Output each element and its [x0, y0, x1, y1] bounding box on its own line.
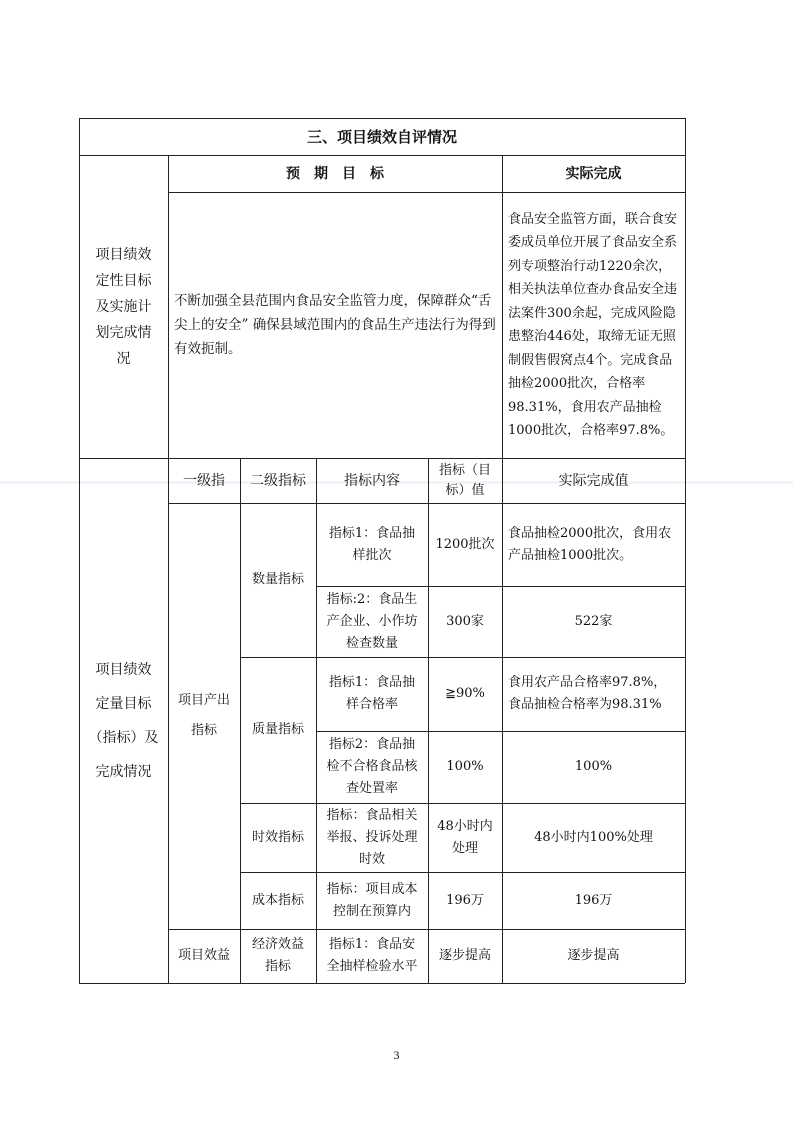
header-level2-indicator: 二级指标 [250, 472, 306, 489]
header-target-value: 指标（目 标）值 [438, 462, 491, 498]
indicator-content: 指标：食品相关 举报、投诉处理 时效 [326, 807, 418, 867]
benefit-indicator-label: 项目效益 [177, 948, 230, 963]
header-expected-goal: 预 期 目 标 [286, 165, 384, 182]
indicator-actual: 196万 [574, 892, 613, 908]
header-actual-value: 实际完成值 [558, 472, 629, 489]
indicator-target: 196万 [446, 892, 484, 908]
timeliness-indicator-label: 时效指标 [251, 829, 304, 845]
indicator-target: 48小时内 处理 [437, 818, 493, 856]
header-actual-completion: 实际完成 [565, 165, 622, 182]
qualitative-row-label: 项目绩效 定性目标 及实施计 划完成情 况 [95, 246, 152, 367]
indicator-actual: 食用农产品合格率97.8%，食品抽检合格率为98.31% [508, 675, 667, 712]
economic-benefit-label: 经济效益 指标 [251, 937, 304, 974]
indicator-actual: 100% [574, 759, 613, 774]
indicator-target: 1200批次 [435, 536, 495, 552]
indicator-content: 指标1：食品抽 样批次 [328, 525, 416, 563]
indicator-target: 300家 [446, 613, 484, 629]
section-title: 三、项目绩效自评情况 [306, 127, 457, 146]
indicator-target: ≧90% [445, 686, 485, 701]
indicator-content: 指标2：食品抽 检不合格食品核 查处置率 [326, 737, 418, 796]
indicator-content: 指标:2：食品生 产企业、小作坊 检查数量 [326, 591, 418, 651]
header-indicator-content: 指标内容 [344, 472, 400, 489]
actual-completion-text: 食品安全监管方面，联合食安委成员单位开展了食品安全系列专项整治行动1220余次，相关执法单位查办食品安全违法案件300余起，完成风险隐患整治446处，取缔无证无照制假售假窝点4个。完成食品抽检2000批次，合格率98.31%，食用农产品抽检1000批次，合格率97.8%。 [508, 211, 678, 438]
quality-indicator-label: 质量指标 [251, 722, 304, 737]
cost-indicator-label: 成本指标 [251, 892, 304, 908]
indicator-content: 指标1：食品安 全抽样检验水平 [326, 937, 418, 974]
output-indicator-label: 项目产出 指标 [177, 693, 230, 738]
indicator-content: 指标1：食品抽 样合格率 [328, 675, 416, 712]
indicator-target: 100% [446, 759, 484, 774]
quantitative-row-label: 项目绩效 定量目标 （指标）及 完成情况 [88, 661, 159, 780]
indicator-actual: 食品抽检2000批次，食用农产品抽检1000批次。 [508, 525, 672, 563]
page-number: 3 [393, 1048, 400, 1062]
indicator-actual: 48小时内100%处理 [534, 829, 653, 845]
expected-goal-text: 不断加强全县范围内食品安全监管力度，保障群众“舌尖上的安全” 确保县域范围内的食品生产违法行为得到有效扼制。 [174, 293, 496, 357]
indicator-content: 指标：项目成本 控制在预算内 [326, 881, 418, 919]
header-level1-indicator: 一级指 [183, 472, 225, 489]
quantity-indicator-label: 数量指标 [251, 572, 304, 587]
indicator-actual: 522家 [574, 613, 613, 629]
indicator-actual: 逐步提高 [567, 948, 620, 963]
indicator-target: 逐步提高 [438, 948, 491, 963]
